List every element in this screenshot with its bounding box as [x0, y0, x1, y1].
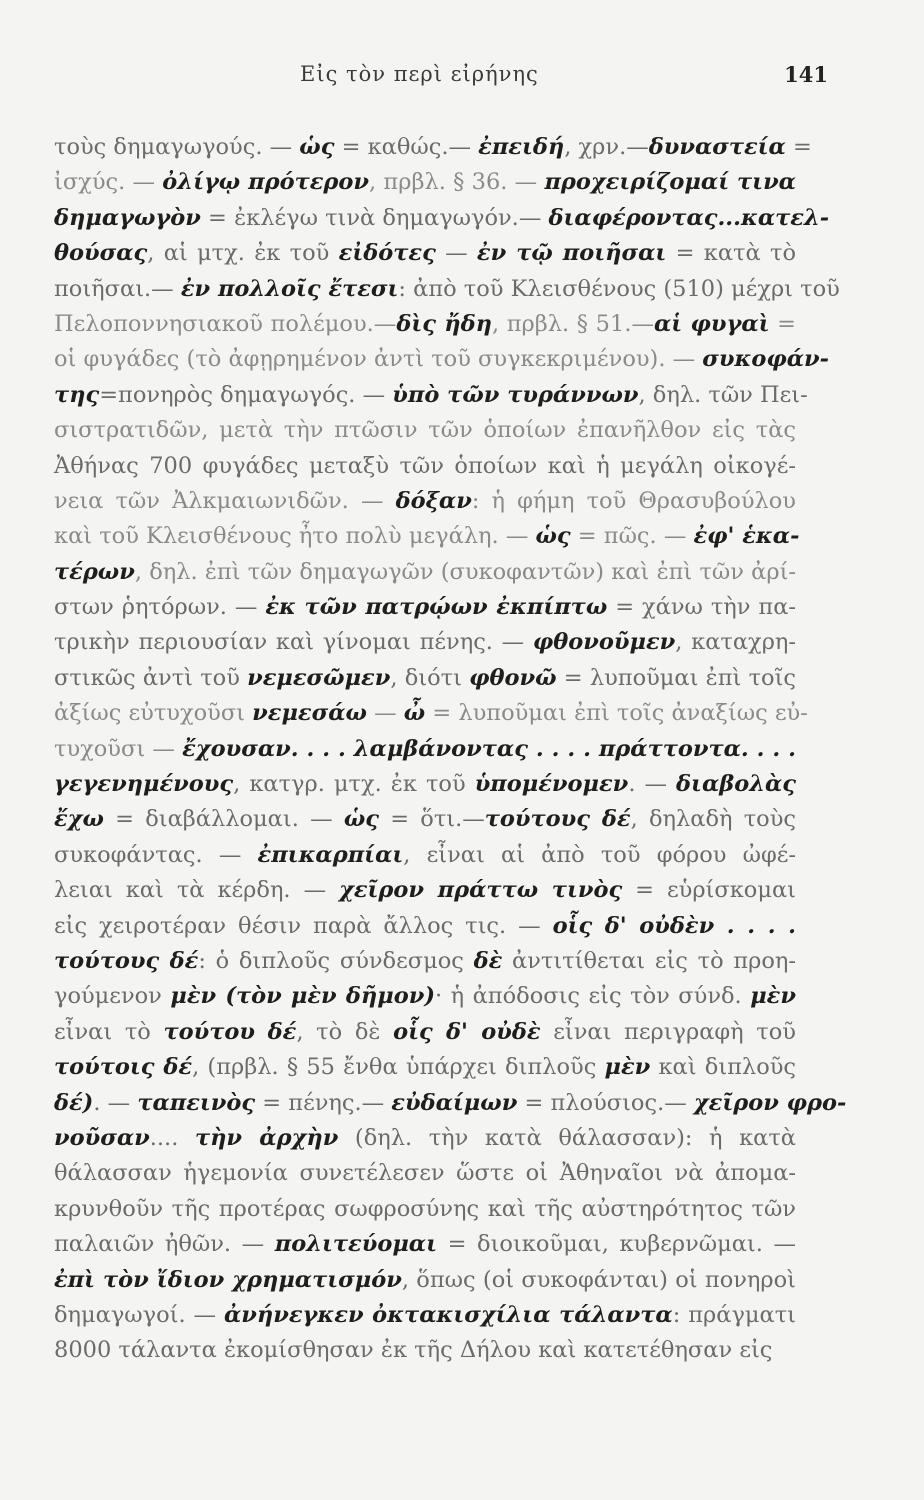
gloss-text: —: [435, 240, 477, 267]
lemma-term: τέρων: [54, 558, 135, 585]
text-line: [54, 449, 796, 484]
lemma-term: ἐκ τῶν πατρῴων ἐκπίπτω: [265, 594, 608, 621]
gloss-text: , εἶναι αἱ ἀπὸ τοῦ φόρου ὠφέ-: [403, 841, 796, 868]
gloss-text: : ἀπὸ τοῦ Κλεισθένους (510) μέχρι τοῦ: [398, 275, 840, 302]
lemma-term: νεμεσάω: [252, 700, 367, 727]
lemma-term: εἰδότες: [338, 240, 436, 267]
lemma-term: ὡς: [299, 134, 335, 160]
text-line: [54, 1263, 796, 1298]
lemma-term: τούτους δέ: [484, 806, 631, 833]
gloss-text: , τὸ δὲ: [296, 1018, 394, 1045]
gloss-text: = πλούσιος.—: [517, 1089, 694, 1116]
gloss-text: στων ῥητόρων. —: [54, 594, 266, 621]
gloss-text: : ὁ διπλοῦς σύνδεσμος: [198, 947, 474, 974]
lemma-term: ὑπὸ τῶν τυράννων: [392, 381, 639, 408]
gloss-text: , πρβλ. § 51.—: [491, 310, 654, 337]
lemma-term: ἐφ' ἑκα-: [693, 523, 800, 550]
lemma-term: ἔχουσαν. . . . λαμβάνοντας . . . . πράττοντα. . . .: [182, 735, 797, 762]
gloss-text: δημαγωγοί. —: [54, 1301, 224, 1328]
text-line: [54, 1156, 796, 1191]
gloss-text: = εὑρίσκομαι: [622, 877, 796, 904]
lemma-term: ὑπομένομεν: [474, 771, 629, 798]
gloss-text: , (πρβλ. § 55 ἔνθα ὑπάρχει διπλοῦς: [192, 1054, 605, 1081]
gloss-text: , δηλαδὴ τοὺς: [630, 806, 796, 833]
text-line: [54, 1192, 796, 1227]
gloss-text: Πελοποννησιακοῦ πολέμου.—: [54, 310, 397, 337]
gloss-text: , χρν.—: [564, 134, 649, 160]
gloss-text: = κατὰ τὸ: [666, 240, 796, 267]
gloss-text: : ἡ φήμη τοῦ Θρασυβούλου: [471, 487, 796, 514]
lemma-term: ὦ: [403, 700, 426, 727]
gloss-text: =: [785, 134, 812, 160]
gloss-text: = πῶς. —: [570, 523, 694, 550]
text-line: [54, 944, 796, 979]
commentary-text: [54, 130, 847, 1369]
text-line: [54, 732, 796, 767]
lemma-term: χεῖρον πράττω τινὸς: [339, 877, 623, 904]
lemma-term: διαφέροντας...κατελ-: [548, 204, 830, 231]
text-line: [54, 378, 808, 413]
text-line: [54, 1050, 796, 1085]
text-line: [54, 519, 800, 554]
page-header: [0, 62, 924, 102]
gloss-text: =: [769, 310, 797, 337]
text-line: [54, 838, 796, 873]
text-line: [54, 767, 796, 802]
lemma-term: εὐδαίμων: [391, 1089, 518, 1116]
text-line: [54, 236, 796, 271]
lemma-term: ἐπικαρπίαι: [257, 841, 404, 868]
text-line: [54, 342, 829, 377]
gloss-text: , καταχρη-: [675, 629, 796, 656]
gloss-text: , αἱ μτχ. ἐκ τοῦ: [147, 240, 339, 267]
gloss-text: καὶ διπλοῦς: [650, 1054, 797, 1081]
text-line: [54, 909, 796, 944]
gloss-text: θάλασσαν ἡγεμονία συνετέλεσεν ὥστε οἱ Ἀθηναῖοι νὰ ἀπομα-: [54, 1160, 796, 1187]
lemma-term: διαβολὰς: [676, 771, 796, 798]
gloss-text: συκοφάντας. —: [54, 841, 258, 868]
gloss-text: καὶ τοῦ Κλεισθένους ἦτο πολὺ μεγάλη. —: [54, 523, 536, 550]
lemma-term: μὲν (τὸν μὲν δῆμον): [170, 983, 435, 1010]
lemma-term: χεῖρον φρο-: [693, 1089, 847, 1116]
text-line: [54, 201, 830, 236]
lemma-term: δέ): [54, 1089, 94, 1116]
gloss-text: = ἐκλέγω τινὰ δημαγωγόν.—: [200, 204, 549, 231]
lemma-term: πολιτεύομαι: [274, 1231, 438, 1258]
text-line: [54, 1086, 847, 1121]
text-line: [54, 979, 796, 1014]
text-line: [54, 661, 796, 696]
gloss-text: = ὅτι.—: [378, 806, 485, 833]
gloss-text: , πρβλ. § 36. —: [369, 169, 545, 196]
lemma-term: της: [54, 381, 100, 408]
gloss-text: ἀξίως εὐτυχοῦσι: [54, 700, 253, 727]
page-number: 141: [784, 62, 828, 87]
gloss-text: . —: [93, 1089, 138, 1116]
lemma-term: φθονῶ: [469, 664, 557, 691]
lemma-term: νοῦσαν: [54, 1124, 150, 1151]
lemma-term: ἀνήνεγκεν ὀκτακισχίλια τάλαντα: [223, 1301, 673, 1328]
lemma-term: τὴν ἀρχὴν: [194, 1124, 339, 1151]
gloss-text: = χάνω τὴν πα-: [607, 594, 796, 621]
lemma-term: δὶς ἤδη: [396, 310, 492, 337]
text-line: [54, 1015, 796, 1050]
text-line: [54, 307, 796, 342]
lemma-term: μὲν: [750, 983, 796, 1010]
lemma-term: ἐν τῷ ποιῆσαι: [476, 240, 667, 267]
gloss-text: τρικὴν περιουσίαν καὶ γίνομαι πένης. —: [54, 629, 533, 656]
gloss-text: στικῶς ἀντὶ τοῦ: [54, 664, 248, 691]
text-line: [54, 590, 796, 625]
lemma-term: δυναστεία: [648, 134, 786, 160]
lemma-term: τούτοις δέ: [54, 1054, 193, 1081]
lemma-term: τούτου: [163, 1018, 256, 1045]
gloss-text: = πένης.—: [255, 1089, 392, 1116]
gloss-text: , ὅπως (οἱ συκοφάνται) οἱ πονηροὶ: [401, 1266, 796, 1293]
text-line: [54, 130, 812, 165]
text-line: [54, 272, 840, 307]
text-line: [54, 1298, 796, 1333]
gloss-text: = λυποῦμαι ἐπὶ τοῖς: [556, 664, 796, 691]
lemma-term: δὲ: [473, 947, 503, 974]
lemma-term: ἐν πολλοῖς ἔτεσι: [180, 275, 399, 302]
gloss-text: 8000 τάλαντα ἐκομίσθησαν ἐκ τῆς Δήλου καὶ κατετέθησαν εἰς: [54, 1337, 773, 1364]
gloss-text: εἶναι τὸ: [54, 1018, 164, 1045]
gloss-text: = διαβάλλομαι. —: [103, 806, 344, 833]
lemma-term: ὡς: [343, 806, 379, 833]
gloss-text: νεια τῶν Ἀλκμαιωνιδῶν. —: [54, 487, 396, 514]
gloss-text: κρυνθοῦν τῆς προτέρας σωφροσύνης καὶ τῆς αὐστηρότητος τῶν: [54, 1195, 796, 1222]
gloss-text: . —: [628, 771, 677, 798]
lemma-term: ἐπειδή: [478, 134, 565, 160]
text-line: [54, 696, 808, 731]
gloss-text: οἱ φυγάδες (τὸ ἀφῃρημένον ἀντὶ τοῦ συγκεκριμένου). —: [54, 346, 703, 373]
text-line: [54, 165, 796, 200]
gloss-text: εἰς χειροτέραν θέσιν παρὰ ἄλλος τις. —: [54, 912, 553, 939]
text-line: [54, 555, 796, 590]
lemma-term: αἱ φυγαὶ: [653, 310, 770, 337]
lemma-term: συκοφάν-: [702, 346, 829, 373]
gloss-text: ἀντιτίθεται εἰς τὸ προη-: [502, 947, 796, 974]
lemma-term: οἷς δ' οὐδὲν . . . .: [552, 912, 796, 939]
lemma-term: νεμεσῶμεν: [247, 664, 391, 691]
text-line: [54, 413, 796, 448]
lemma-term: δημαγωγὸν: [54, 204, 201, 231]
lemma-term: μὲν: [604, 1054, 651, 1081]
lemma-term: φθονοῦμεν: [532, 629, 676, 656]
running-title: Εἰς τὸν περὶ εἰρήνης: [300, 62, 539, 86]
gloss-text: = διοικοῦμαι, κυβερνῶμαι. —: [437, 1231, 796, 1258]
gloss-text: τοὺς δημαγωγούς. —: [54, 134, 300, 160]
gloss-text: εἶναι περιγραφὴ τοῦ: [540, 1018, 796, 1045]
gloss-text: ....: [149, 1124, 195, 1151]
lemma-term: θούσας: [54, 240, 148, 267]
gloss-text: · ἡ ἀπόδοσις εἰς τὸν σύνδ.: [434, 983, 751, 1010]
gloss-text: , κατγρ. μτχ. ἐκ τοῦ: [233, 771, 475, 798]
text-line: [54, 484, 796, 519]
gloss-text: =πονηρὸς δημαγωγός. —: [99, 381, 393, 408]
gloss-text: (δηλ. τὴν κατὰ θάλασσαν): ἡ κατὰ: [338, 1124, 796, 1151]
text-line: [54, 1227, 796, 1262]
gloss-text: ἰσχύς. —: [54, 169, 163, 196]
gloss-text: = λυποῦμαι ἐπὶ τοῖς ἀναξίως εὐ-: [425, 700, 808, 727]
gloss-text: ποιῆσαι.—: [54, 275, 181, 302]
lemma-term: τούτους δέ: [54, 947, 199, 974]
lemma-term: οἷς δ' οὐδὲ: [393, 1018, 541, 1045]
gloss-text: [255, 1019, 268, 1045]
gloss-text: γούμενον: [54, 983, 171, 1010]
gloss-text: , δηλ. ἐπὶ τῶν δημαγωγῶν (συκοφαντῶν) καὶ ἐπὶ τῶν ἀρί-: [134, 558, 796, 585]
lemma-term: ὀλίγῳ πρότερον: [162, 169, 370, 196]
text-line: [54, 1121, 796, 1156]
text-line: [54, 802, 796, 837]
lemma-term: ἔχω: [54, 806, 104, 833]
gloss-text: λειαι καὶ τὰ κέρδη. —: [54, 877, 340, 904]
text-line: [54, 1333, 796, 1368]
text-line: [54, 873, 796, 908]
lemma-term: γεγενημένους: [54, 771, 234, 798]
gloss-text: —: [366, 700, 404, 727]
lemma-term: ἐπὶ τὸν ἴδιον χρηματισμόν: [54, 1266, 402, 1293]
gloss-text: παλαιῶν ἠθῶν. —: [54, 1231, 275, 1258]
gloss-text: , διότι: [390, 664, 470, 691]
gloss-text: = καθώς.—: [334, 134, 479, 160]
lemma-term: δέ: [267, 1018, 297, 1045]
lemma-term: δόξαν: [395, 487, 472, 514]
text-line: [54, 625, 796, 660]
gloss-text: , δηλ. τῶν Πει-: [638, 381, 808, 408]
gloss-text: Ἀθήνας 700 φυγάδες μεταξὺ τῶν ὁποίων καὶ ἡ μεγάλη οἰκογέ-: [54, 452, 796, 479]
gloss-text: : πράγματι: [672, 1301, 796, 1328]
lemma-term: ὡς: [535, 523, 571, 550]
gloss-text: τυχοῦσι —: [54, 735, 183, 762]
lemma-term: ταπεινὸς: [137, 1089, 256, 1116]
gloss-text: σιστρατιδῶν, μετὰ τὴν πτῶσιν τῶν ὁποίων ἐπανῆλθον εἰς τὰς: [54, 417, 796, 444]
lemma-term: προχειρίζομαί τινα: [544, 169, 796, 196]
